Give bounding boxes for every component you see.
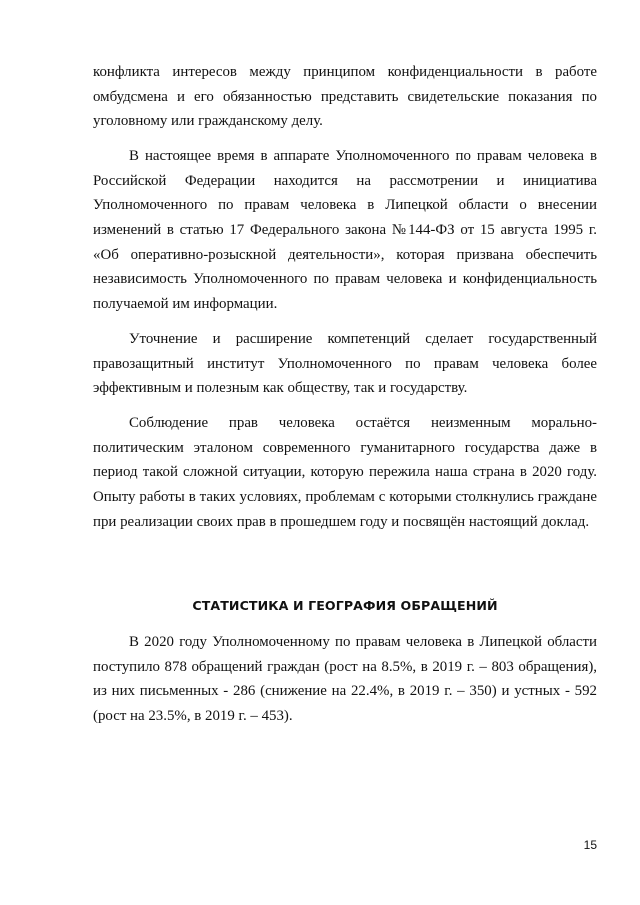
page-number: 15 [583,838,597,852]
section-body [93,630,597,728]
paragraph-statistics: В 2020 году Уполномоченному по правам человека в Липецкой области поступило 878 обращений граждан (рост на 8.5%, в 2019 г. – 803 обращения), из них письменных - 286 (снижение на 22.4%, в 2019 г. – 350) и устных - 592 (рост на 23.5%, в 2019 г. – 453). [93,634,597,724]
paragraph-human-rights: Соблюдение прав человека остаётся неизменным морально-политическим эталоном современного гуманитарного государства даже в период такой сложной ситуации, которую пережила наша страна в 2020 году. Опыту работы в таких условиях, проблемам с которыми столкнулись граждане при реализации своих прав в прошедшем году и посвящён настоящий доклад. [93,415,597,530]
paragraph-competencies: Уточнение и расширение компетенций сделает государственный правозащитный институт Уполномоченного по правам человека более эффективным и полезным как обществу, так и государству. [93,330,597,397]
paragraph-initiative: В настоящее время в аппарате Уполномоченного по правам человека в Российской Федерации находится на рассмотрении и инициатива Уполномоченного по правам человека в Липецкой области о внесении изменений в статью 17 Федерального закона №144-ФЗ от 15 августа 1995 г. «Об оперативно-розыскной деятельности», которая призвана обеспечить независимость Уполномоченного по правам человека и конфиденциальность получаемой им информации. [93,148,597,312]
section-heading: СТАТИСТИКА И ГЕОГРАФИЯ ОБРАЩЕНИЙ [192,598,498,613]
body-text [93,60,597,534]
paragraph-continuation: конфликта интересов между принципом конфиденциальности в работе омбудсмена и его обязанностью представить свидетельские показания по уголовному или гражданскому делу. [93,64,597,130]
